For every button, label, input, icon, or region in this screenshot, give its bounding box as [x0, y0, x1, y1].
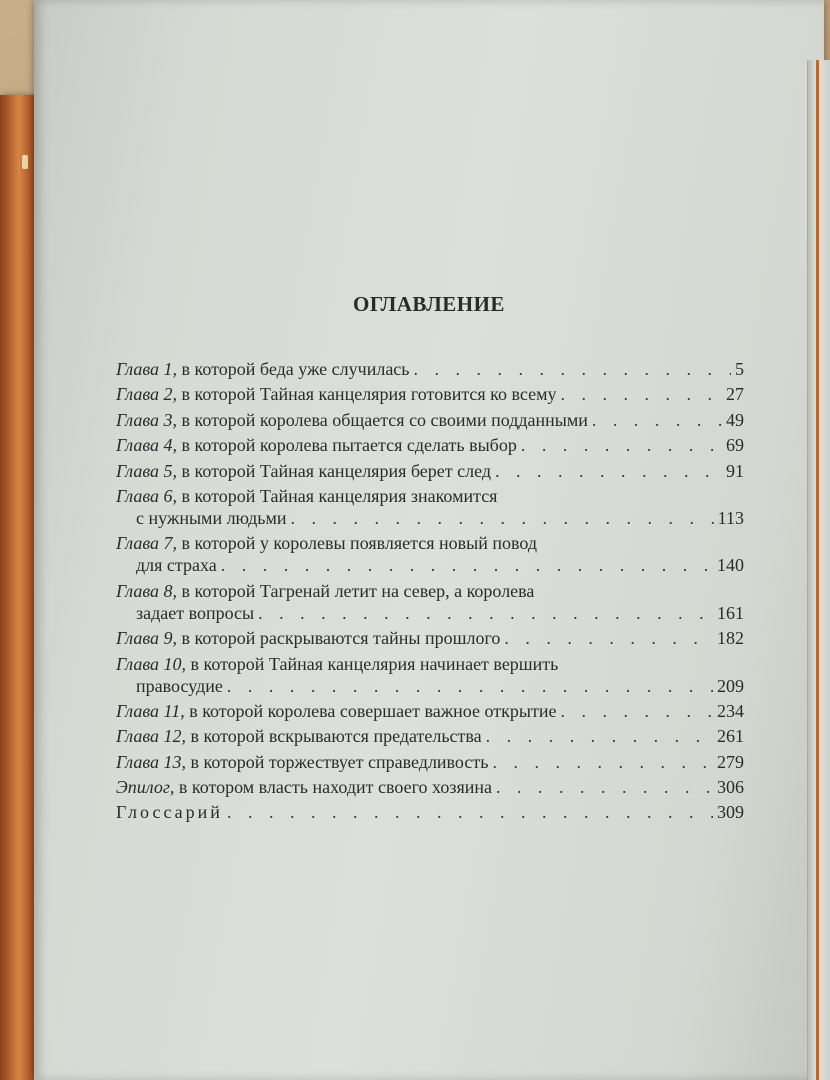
page-title: ОГЛАВЛЕНИЕ — [353, 292, 505, 316]
dot-leader — [227, 801, 713, 823]
toc-page-number: 161 — [717, 602, 744, 623]
toc-entry-label: Глава 3, — [116, 409, 178, 430]
toc-entry-title: в которой королева совершает важное открытие — [189, 700, 557, 721]
toc-entry-label: Глава 1, — [116, 359, 178, 379]
toc-entry-title: в которой Тагренай летит на север, а королева — [181, 580, 535, 601]
toc-entry-title-continued: правосудие — [136, 675, 223, 696]
toc-entry-label: Глава 7, — [116, 533, 178, 554]
toc-entry-title: в которой раскрываются тайны прошлого — [181, 628, 501, 649]
toc-entry — [116, 532, 744, 576]
toc-entry-label: Глава 5, — [116, 460, 178, 481]
toc-entry — [116, 801, 744, 823]
toc-page-number: 69 — [726, 435, 744, 456]
dot-leader — [496, 776, 713, 798]
toc-page-number: 49 — [726, 409, 744, 430]
toc-page-number: 5 — [735, 359, 744, 379]
toc-entry — [116, 725, 744, 747]
toc-entry-title: в которой беда уже случилась — [181, 359, 410, 379]
toc-page-number: 113 — [717, 507, 744, 528]
toc-entry-title-continued: задает вопросы — [136, 602, 255, 623]
toc-entry-title: Глоссарий — [116, 802, 223, 823]
toc-entry-title: в которой Тайная канцелярия начинает вершить — [190, 653, 559, 674]
toc-entry — [116, 627, 744, 649]
toc-entry-label: Глава 12, — [116, 726, 187, 747]
dot-leader — [221, 554, 713, 576]
toc-entry-title: в котором власть находит своего хозяина — [178, 777, 493, 798]
toc-entry — [116, 358, 744, 380]
toc-entry-title-continued: с нужными людьми — [136, 507, 287, 528]
toc-page-number: 209 — [717, 675, 744, 696]
next-page-edge — [807, 60, 830, 1080]
toc-entry-label: Глава 8, — [116, 580, 178, 601]
book-page — [34, 0, 824, 1080]
toc-entry-label: Эпилог, — [116, 777, 175, 798]
toc-page-number: 182 — [717, 628, 744, 649]
dot-leader — [521, 434, 722, 456]
dot-leader — [414, 358, 732, 380]
toc-entry — [116, 700, 744, 722]
dot-leader — [495, 460, 722, 482]
toc-entry-title: в которой вскрываются предательства — [190, 726, 482, 747]
dot-leader — [258, 602, 713, 624]
toc-entry — [116, 434, 744, 456]
toc-entry — [116, 485, 744, 529]
toc-entry-title: в которой королева общается со своими подданными — [181, 409, 588, 430]
toc-entry-label: Глава 6, — [116, 485, 178, 506]
toc-entry-title-continued: для страха — [136, 555, 217, 576]
dot-leader — [227, 675, 713, 697]
toc-entry-title: в которой Тайная канцелярия знакомится — [181, 485, 498, 506]
toc-page-number: 234 — [717, 700, 744, 721]
toc-entry-title: в которой торжествует справедливость — [190, 751, 489, 772]
dot-leader — [592, 409, 722, 431]
toc-entry — [116, 409, 744, 431]
toc-entry-label: Глава 9, — [116, 628, 178, 649]
toc-entry-label: Глава 4, — [116, 435, 178, 456]
toc-entry — [116, 653, 744, 697]
dot-leader — [504, 627, 713, 649]
toc-page-number: 27 — [726, 384, 744, 405]
toc-entry-label: Глава 10, — [116, 653, 187, 674]
toc-page-number: 91 — [726, 460, 744, 481]
toc-entry — [116, 580, 744, 624]
dot-leader — [492, 751, 713, 773]
toc-page-number: 279 — [717, 751, 744, 772]
toc-entry — [116, 383, 744, 405]
dot-leader — [290, 507, 713, 529]
toc-entry-label: Глава 2, — [116, 384, 178, 405]
toc-page-number: 261 — [717, 726, 744, 747]
toc-entry — [116, 460, 744, 482]
toc-entry-title: в которой у королевы появляется новый повод — [181, 533, 538, 554]
toc-page-number: 306 — [717, 777, 744, 798]
toc-page-number: 140 — [717, 555, 744, 576]
toc-entry-title: в которой Тайная канцелярия берет след — [181, 460, 492, 481]
toc-entry-title: в которой королева пытается сделать выбор — [181, 435, 517, 456]
toc-entry — [116, 776, 744, 798]
toc-entry — [116, 751, 744, 773]
dot-leader — [560, 700, 713, 722]
toc-entry-title: в которой Тайная канцелярия готовится ко всему — [181, 384, 557, 405]
dot-leader — [486, 725, 713, 747]
dot-leader — [561, 383, 723, 405]
toc-entry-label: Глава 13, — [116, 751, 187, 772]
table-of-contents — [116, 358, 744, 827]
toc-entry-label: Глава 11, — [116, 700, 185, 721]
toc-page-number: 309 — [717, 802, 744, 823]
book-cover-edge — [0, 95, 34, 1080]
